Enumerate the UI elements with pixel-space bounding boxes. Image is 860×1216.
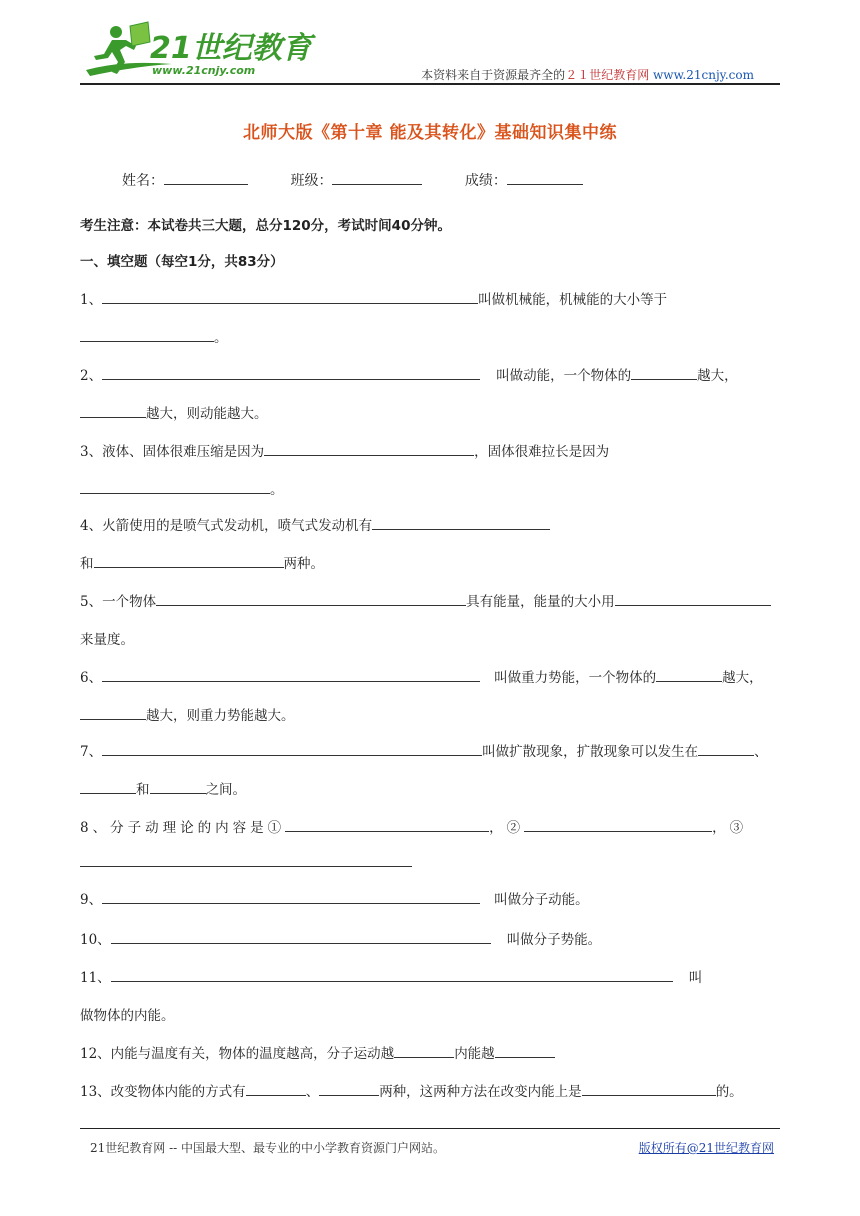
- answer-blank[interactable]: [264, 441, 474, 456]
- svg-text:www.21cnjy.com: www.21cnjy.com: [152, 64, 256, 77]
- answer-blank[interactable]: [102, 889, 480, 904]
- question-2: 2、 叫做动能，一个物体的 越大，: [80, 364, 738, 384]
- question-3: 3、液体、固体很难压缩是因为 ，固体很难拉长是因为: [80, 440, 609, 460]
- answer-blank[interactable]: [246, 1081, 306, 1096]
- question-3-cont: 。: [80, 478, 284, 498]
- runner-logo-icon: [82, 20, 312, 82]
- question-10: 10、 叫做分子势能。: [80, 928, 601, 948]
- answer-blank[interactable]: [582, 1081, 716, 1096]
- footer-text: 21世纪教育网 -- 中国最大型、最专业的中小学教育资源门户网站。: [90, 1141, 446, 1155]
- answer-blank[interactable]: [102, 667, 480, 682]
- answer-blank[interactable]: [319, 1081, 379, 1096]
- question-8-cont: [80, 852, 412, 871]
- answer-blank[interactable]: [102, 365, 480, 380]
- exam-notice: 考生注意：本试卷共三大题，总分120分，考试时间40分钟。: [80, 218, 451, 234]
- question-11-cont: 做物体的内能。: [80, 1008, 175, 1024]
- question-13: 13、改变物体内能的方式有 、 两种，这两种方法在改变内能上是 的。: [80, 1080, 743, 1100]
- footer-divider: [80, 1128, 780, 1129]
- question-5-cont: 来量度。: [80, 632, 134, 648]
- class-blank[interactable]: [332, 170, 422, 185]
- question-1-cont: 。: [80, 326, 228, 346]
- question-5: 5、一个物体 具有能量，能量的大小用: [80, 590, 771, 610]
- answer-blank[interactable]: [156, 591, 466, 606]
- header-divider: [80, 83, 780, 85]
- answer-blank[interactable]: [102, 741, 482, 756]
- question-6-cont: 越大，则重力势能越大。: [80, 704, 295, 724]
- answer-blank[interactable]: [80, 852, 412, 867]
- header-note-url[interactable]: www.21cnjy.com: [653, 68, 754, 82]
- copyright-link[interactable]: 版权所有@21世纪教育网: [638, 1141, 774, 1155]
- header-note-site[interactable]: ２１世纪教育网: [565, 68, 650, 82]
- question-2-cont: 越大，则动能越大。: [80, 402, 268, 422]
- question-7: 7、 叫做扩散现象，扩散现象可以发生在 、: [80, 740, 768, 760]
- question-8: 8、分子动理论的内容是① ，② ，③: [80, 816, 747, 836]
- answer-blank[interactable]: [698, 741, 754, 756]
- svg-text:21世纪教育: 21世纪教育: [150, 31, 312, 66]
- answer-blank[interactable]: [656, 667, 722, 682]
- question-6: 6、 叫做重力势能，一个物体的 越大，: [80, 666, 763, 686]
- site-logo[interactable]: [82, 20, 312, 82]
- header-note-prefix: 本资料来自于资源最齐全的: [421, 68, 566, 82]
- answer-blank[interactable]: [495, 1043, 555, 1058]
- student-info-row: [122, 170, 621, 190]
- answer-blank[interactable]: [524, 817, 712, 832]
- answer-blank[interactable]: [150, 779, 206, 794]
- score-field[interactable]: 成绩：: [465, 170, 583, 190]
- question-4: 4、火箭使用的是喷气式发动机，喷气式发动机有: [80, 514, 550, 534]
- header-source-note: [421, 66, 754, 83]
- answer-blank[interactable]: [615, 591, 771, 606]
- score-blank[interactable]: [507, 170, 583, 185]
- question-11: 11、 叫: [80, 966, 702, 986]
- answer-blank[interactable]: [631, 365, 697, 380]
- question-7-cont: 和 之间。: [80, 778, 246, 798]
- question-4-cont: 和 两种。: [80, 552, 324, 572]
- name-blank[interactable]: [164, 170, 248, 185]
- answer-blank[interactable]: [94, 553, 284, 568]
- answer-blank[interactable]: [80, 479, 270, 494]
- answer-blank[interactable]: [102, 289, 478, 304]
- answer-blank[interactable]: [285, 817, 489, 832]
- answer-blank[interactable]: [80, 779, 136, 794]
- answer-blank[interactable]: [80, 403, 146, 418]
- class-field[interactable]: 班级：: [290, 170, 422, 190]
- answer-blank[interactable]: [80, 705, 146, 720]
- answer-blank[interactable]: [111, 929, 491, 944]
- name-field[interactable]: 姓名：: [122, 170, 248, 190]
- question-9: 9、 叫做分子动能。: [80, 888, 589, 908]
- section-heading: 一、填空题（每空1分，共83分）: [80, 254, 284, 270]
- answer-blank[interactable]: [372, 515, 550, 530]
- answer-blank[interactable]: [111, 967, 673, 982]
- question-1: 1、 叫做机械能，机械能的大小等于: [80, 288, 667, 308]
- page-title: 北师大版《第十章 能及其转化》基础知识集中练: [243, 123, 617, 143]
- question-12: 12、内能与温度有关，物体的温度越高，分子运动越 内能越: [80, 1042, 555, 1062]
- answer-blank[interactable]: [80, 327, 214, 342]
- answer-blank[interactable]: [394, 1043, 454, 1058]
